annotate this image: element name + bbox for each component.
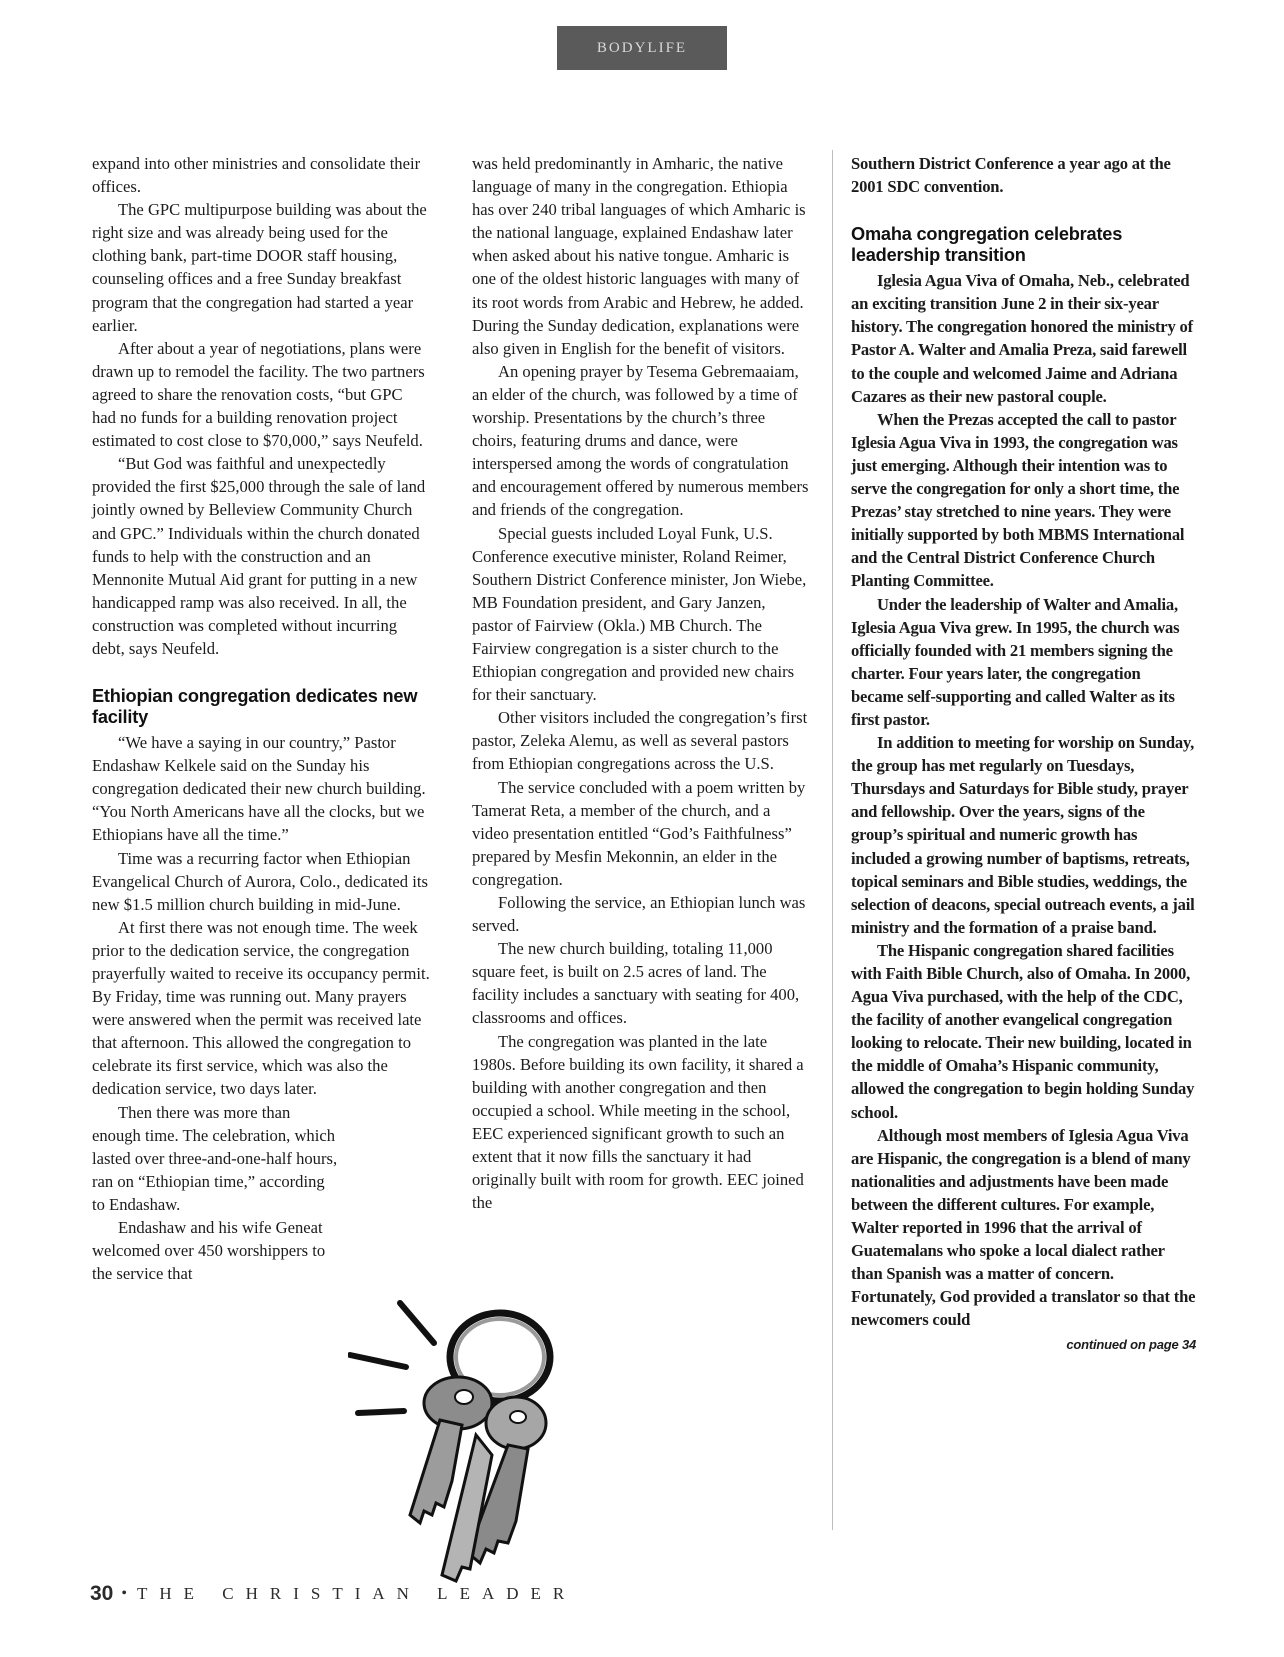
section-header-tab xyxy=(557,26,727,70)
paragraph: Endashaw and his wife Geneat welcomed over 450 worshippers to the service that xyxy=(92,1218,326,1284)
page-footer xyxy=(90,1582,576,1606)
paragraph: The GPC multipurpose building was about the right size and was already being used for the clothing bank, part-time DOOR staff housing, counseling offices and a free Sunday breakfast program that the congregation had started a year earlier. xyxy=(92,200,427,335)
page-number: 30 xyxy=(90,1582,114,1605)
paragraph-wrapped: The congregation was planted in the late 1980s. Before building its own facility, it shared a building with another congregation and then occupied a school. While meeting in the school, EEC experienced significant growth to such an extent that it now fills the sanctuary it had originally built with room for growth. EEC joined the xyxy=(472,1031,804,1213)
paragraph: At first there was not enough time. The week prior to the dedication service, the congregation prayerfully waited to receive its occupancy permit. By Friday, time was running out. Many prayers were answered when the permit was received late that afternoon. This allowed the congregation to celebrate its first service, which was also the dedication service, two days later. xyxy=(92,917,430,1099)
column-3 xyxy=(851,152,1196,1356)
paragraph: expand into other ministries and consolidate their offices. xyxy=(92,154,421,197)
column-2 xyxy=(472,152,810,1214)
paragraph: The service concluded with a poem written by Tamerat Reta, a member of the church, and a video presentation entitled “God’s Faithfulness” prepared by Mesfin Mekonnin, an elder in the congregation. xyxy=(472,777,806,889)
paragraph: An opening prayer by Tesema Gebremaaiam, an elder of the church, was followed by a time of worship. Presentations by the church’s three choirs, featuring drums and dance, were interspersed among the words of congratulation and encouragement offered by numerous members and friends of the congregation. xyxy=(472,361,809,520)
subheading-ethiopian: Ethiopian congregation dedicates new facility xyxy=(92,686,418,728)
paragraph: Iglesia Agua Viva of Omaha, Neb., celebrated an exciting transition June 2 in their six-year history. The congregation honored the ministry of Pastor A. Walter and Amalia Preza, said farewell to the couple and welcomed Jaime and Adriana Cazares as their new pastoral couple. xyxy=(851,271,1193,406)
keys-illustration-icon xyxy=(348,1285,588,1585)
paragraph: Time was a recurring factor when Ethiopian Evangelical Church of Aurora, Colo., dedicated its new $1.5 million church building in mid-June. xyxy=(92,848,428,914)
paragraph: The new church building, totaling 11,000 square feet, is built on 2.5 acres of land. The facility includes a sanctuary with seating for 400, classrooms and offices. xyxy=(472,939,800,1028)
paragraph: Under the leadership of Walter and Amalia, Iglesia Agua Viva grew. In 1995, the church was officially founded with 21 members signing the charter. Four years later, the congregation became self-supporting and called Walter as its first pastor. xyxy=(851,594,1180,729)
paragraph: Then there was more than enough time. The celebration, which lasted over three-and-one-half hours, ran on “Ethiopian time,” according to Endashaw. xyxy=(92,1102,338,1214)
paragraph: Other visitors included the congregation’s first pastor, Zeleka Alemu, as well as several pastors from Ethiopian congregations across the U.S. xyxy=(472,708,808,774)
column-1 xyxy=(92,152,430,1285)
paragraph: “We have a saying in our country,” Pastor Endashaw Kelkele said on the Sunday his congregation dedicated their new church building. “You North Americans have all the clocks, but we Ethiopians have all the time.” xyxy=(92,733,426,845)
section-title: BODYLIFE xyxy=(596,39,688,56)
continued-note: continued on page 34 xyxy=(1066,1336,1196,1352)
paragraph: Following the service, an Ethiopian lunch was served. xyxy=(472,893,806,936)
paragraph: “But God was faithful and unexpectedly provided the first $25,000 through the sale of land jointly owned by Belleview Community Church and GPC.” Individuals within the church donated funds to help with the construction and an Mennonite Mutual Aid grant for putting in a new handicapped ramp was also received. In all, the construction was completed without incurring debt, says Neufeld. xyxy=(92,454,426,658)
publication-name: THE CHRISTIAN LEADER xyxy=(136,1584,577,1603)
paragraph: Southern District Conference a year ago at the 2001 SDC convention. xyxy=(851,154,1171,197)
paragraph: In addition to meeting for worship on Sunday, the group has met regularly on Tuesdays, Thursdays and Saturdays for Bible study, prayer and fellowship. Over the years, signs of the group’s spiritual and numeric growth has included a growing number of baptisms, retreats, topical seminars and Bible studies, weddings, the selection of deacons, special outreach events, a jail ministry and the formation of a praise band. xyxy=(851,733,1195,937)
paragraph: Special guests included Loyal Funk, U.S. Conference executive minister, Roland Reimer, Southern District Conference minister, Jon Wiebe, MB Foundation president, and Gary Janzen, pastor of Fairview (Okla.) MB Church. The Fairview congregation is a sister church to the Ethiopian congregation and provided new chairs for their sanctuary. xyxy=(472,523,807,705)
paragraph: was held predominantly in Amharic, the native language of many in the congregation. Ethiopia has over 240 tribal languages of which Amharic is the national language, explained Endashaw later when asked about his native tongue. Amharic is one of the oldest historic languages with many of its root words from Arabic and Hebrew, he added. During the Sunday dedication, explanations were also given in English for the benefit of visitors. xyxy=(472,154,806,358)
paragraph: When the Prezas accepted the call to pastor Iglesia Agua Viva in 1993, the congregation was just emerging. Although their intention was to serve the congregation for only a short time, the Prezas’ stay stretched to nine years. They were initially supported by both MBMS International and the Central District Conference Church Planting Committee. xyxy=(851,409,1185,591)
footer-bullet: • xyxy=(121,1585,127,1602)
paragraph: Although most members of Iglesia Agua Viva are Hispanic, the congregation is a blend of many nationalities and adjustments have been made between the different cultures. For example, Walter reported in 1996 that the arrival of Guatemalans who spoke a local dialect rather than Spanish was a matter of concern. Fortunately, God provided a translator so that the newcomers could xyxy=(851,1125,1196,1330)
subheading-omaha: Omaha congregation celebrates leadership transition xyxy=(851,224,1123,266)
column-divider xyxy=(832,150,833,1530)
paragraph: After about a year of negotiations, plans were drawn up to remodel the facility. The two partners agreed to share the renovation costs, “but GPC had no funds for a building renovation project estimated to cost close to $70,000,” says Neufeld. xyxy=(92,338,425,451)
paragraph: The Hispanic congregation shared facilities with Faith Bible Church, also of Omaha. In 2000, Agua Viva purchased, with the help of the CDC, the facility of another evangelical congregation looking to relocate. Their new building, located in the middle of Omaha’s Hispanic community, allowed the congregation to begin holding Sunday school. xyxy=(851,940,1195,1122)
